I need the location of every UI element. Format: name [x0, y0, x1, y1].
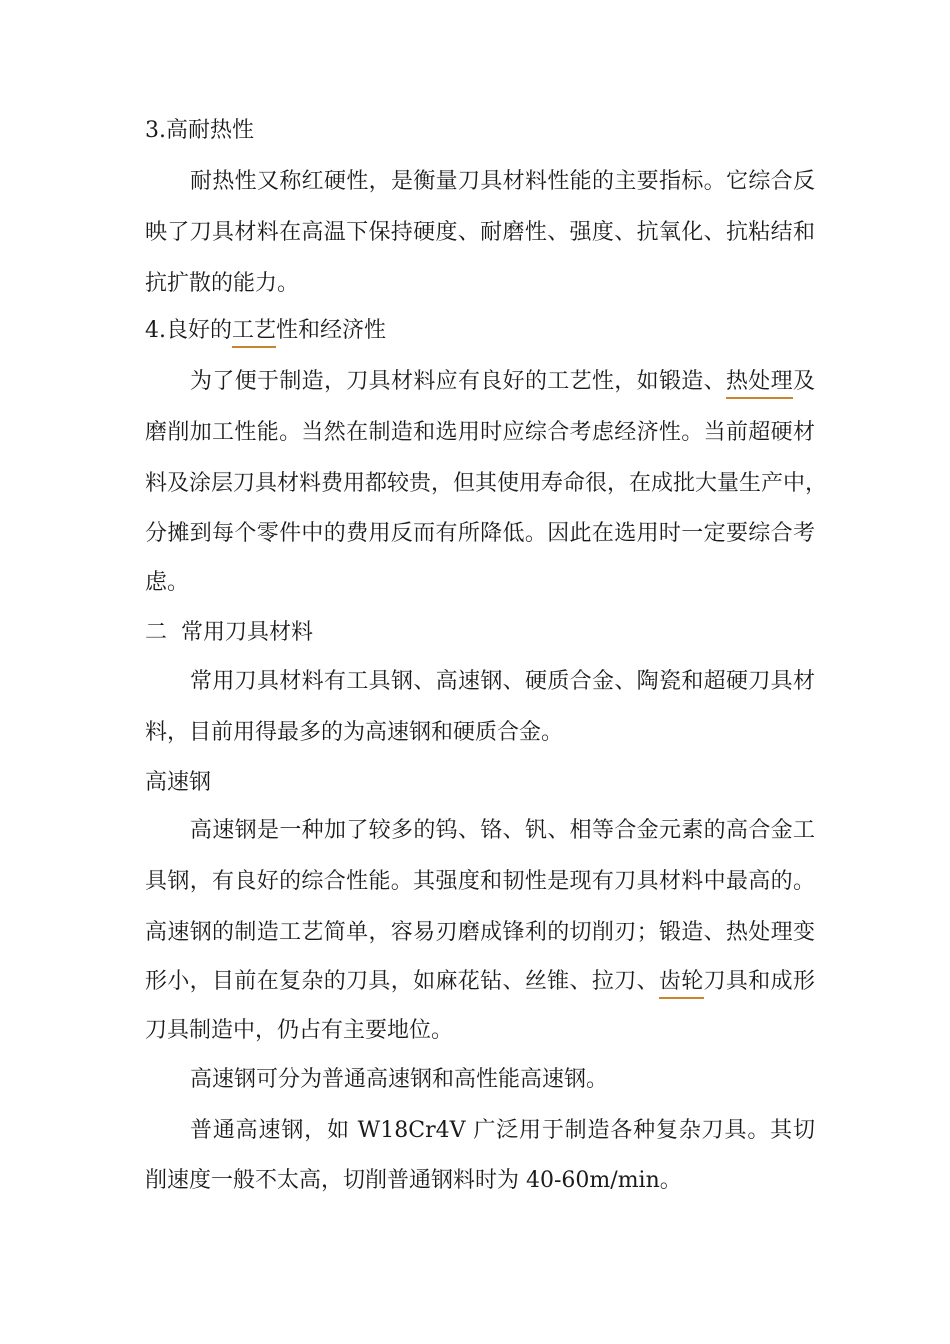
paragraph-text: 刀具和成形: [703, 969, 815, 994]
paragraph-line: 分摊到每个零件中的费用反而有所降低。因此在选用时一定要综合考: [145, 521, 815, 546]
paragraph-line: 普通高速钢，如 W18Cr4V 广泛用于制造各种复杂刀具。其切: [190, 1118, 815, 1143]
paragraph-line: 磨削加工性能。当然在制造和选用时应综合考虑经济性。当前超硬材: [145, 420, 815, 445]
heading-text: 性和经济性: [276, 318, 387, 343]
underlined-term-link[interactable]: 热处理: [726, 369, 793, 399]
paragraph-line: 料，目前用得最多的为高速钢和硬质合金。: [145, 720, 564, 745]
paragraph-line: 刀具制造中，仍占有主要地位。: [145, 1018, 454, 1043]
paragraph-text: 为了便于制造，刀具材料应有良好的工艺性，如锻造、: [190, 369, 726, 394]
paragraph-line: 高速钢的制造工艺简单，容易刃磨成锋利的切削刃；锻造、热处理变: [145, 920, 815, 945]
paragraph-text: 形小，目前在复杂的刀具，如麻花钻、丝锥、拉刀、: [145, 969, 659, 994]
paragraph-line: 抗扩散的能力。: [145, 271, 300, 296]
heading-common-materials: 二 常用刀具材料: [145, 620, 313, 645]
paragraph-line: 高速钢是一种加了较多的钨、铬、钒、相等合金元素的高合金工: [190, 818, 815, 843]
paragraph-line: 料及涂层刀具材料费用都较贵，但其使用寿命很，在成批大量生产中，: [145, 471, 828, 496]
paragraph-line: 削速度一般不太高，切削普通钢料时为 40-60m/min。: [145, 1168, 682, 1193]
paragraph-line: 耐热性又称红硬性，是衡量刀具材料性能的主要指标。它综合反: [190, 169, 815, 194]
underlined-term-link[interactable]: 齿轮: [659, 969, 704, 999]
paragraph-text: 及: [792, 369, 815, 394]
paragraph-line: 虑。: [145, 570, 190, 595]
heading-text: 4.良好的: [145, 318, 232, 343]
heading-heat-resistance: 3.高耐热性: [145, 118, 254, 143]
paragraph-line: [190, 367, 815, 397]
paragraph-line: 映了刀具材料在高温下保持硬度、耐磨性、强度、抗氧化、抗粘结和: [145, 220, 815, 245]
heading-process-economy: [145, 316, 815, 346]
paragraph-line: 常用刀具材料有工具钢、高速钢、硬质合金、陶瓷和超硬刀具材: [190, 669, 815, 694]
paragraph-line: [145, 967, 815, 997]
paragraph-line: 具钢，有良好的综合性能。其强度和韧性是现有刀具材料中最高的。: [145, 869, 815, 894]
underlined-term-link[interactable]: 工艺: [232, 318, 276, 348]
paragraph-line: 高速钢可分为普通高速钢和高性能高速钢。: [190, 1067, 609, 1092]
heading-high-speed-steel: 高速钢: [145, 770, 212, 795]
